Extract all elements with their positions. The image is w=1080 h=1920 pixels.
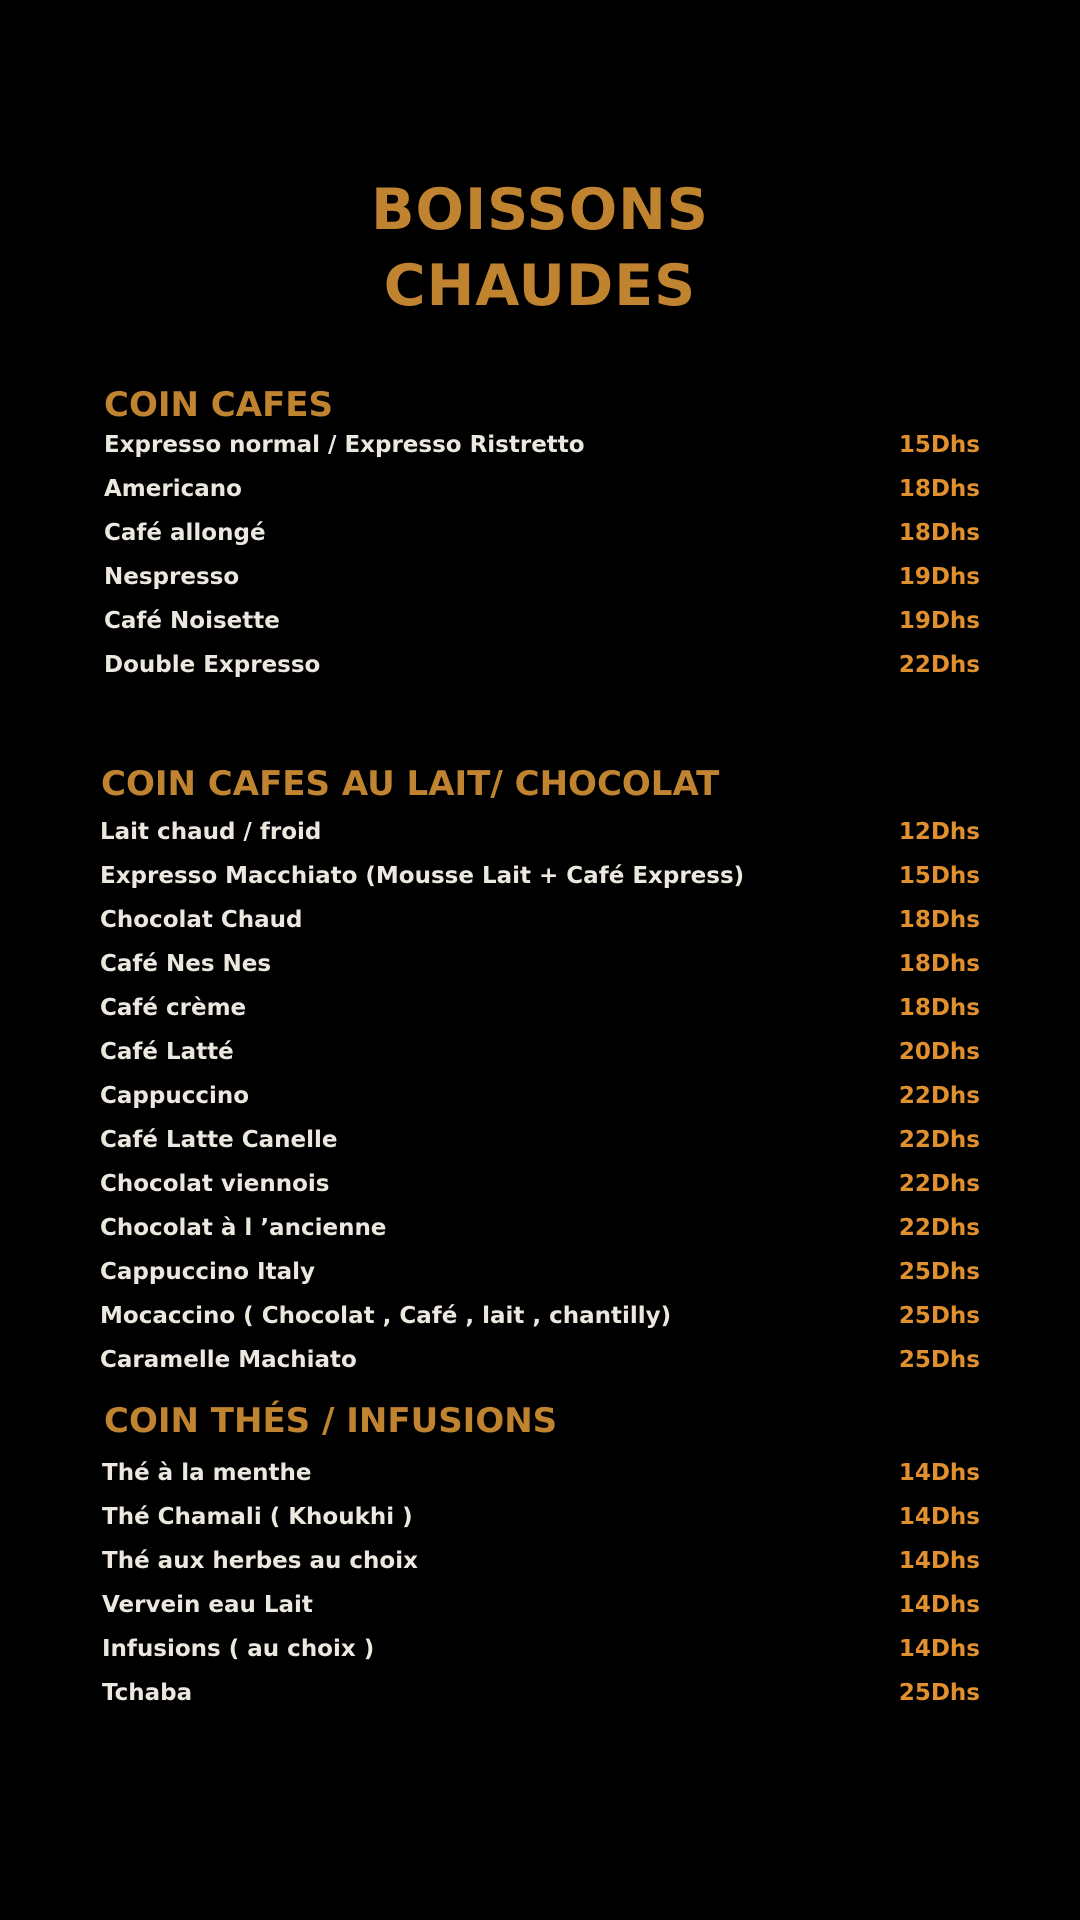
item-name: Infusions ( au choix ) xyxy=(102,1636,375,1662)
item-name: Café Noisette xyxy=(104,608,280,634)
item-name: Caramelle Machiato xyxy=(100,1347,357,1373)
section-heading-coin-cafes-au-lait: COIN CAFES AU LAIT/ CHOCOLAT xyxy=(101,764,720,804)
item-name: Nespresso xyxy=(104,564,240,590)
item-price: 18Dhs xyxy=(898,520,980,546)
menu-item xyxy=(100,1294,980,1338)
menu-item xyxy=(104,643,980,687)
item-price: 22Dhs xyxy=(898,652,980,678)
item-name: Café Latte Canelle xyxy=(100,1127,338,1153)
menu-item xyxy=(100,1030,980,1074)
item-name: Double Expresso xyxy=(104,652,321,678)
menu-item xyxy=(100,1118,980,1162)
item-price: 15Dhs xyxy=(898,432,980,458)
menu-item xyxy=(102,1539,980,1583)
menu-item xyxy=(104,467,980,511)
section-heading-coin-thes-infusions: COIN THÉS / INFUSIONS xyxy=(104,1401,558,1441)
item-price: 25Dhs xyxy=(898,1680,980,1706)
item-name: Café crème xyxy=(100,995,247,1021)
menu-title-line-2: CHAUDES xyxy=(383,253,697,319)
item-name: Chocolat viennois xyxy=(100,1171,330,1197)
item-price: 22Dhs xyxy=(898,1127,980,1153)
item-name: Café Nes Nes xyxy=(100,951,272,977)
item-price: 25Dhs xyxy=(898,1347,980,1373)
item-name: Expresso normal / Expresso Ristretto xyxy=(104,432,585,458)
menu-item xyxy=(102,1451,980,1495)
menu-title xyxy=(0,172,1080,324)
menu-title-line-1: BOISSONS xyxy=(371,177,709,243)
item-price: 22Dhs xyxy=(898,1215,980,1241)
menu-item xyxy=(102,1495,980,1539)
item-name: Thé à la menthe xyxy=(102,1460,312,1486)
menu-item xyxy=(104,423,980,467)
menu-item xyxy=(104,599,980,643)
section-heading-coin-cafes: COIN CAFES xyxy=(104,385,334,425)
item-price: 14Dhs xyxy=(898,1504,980,1530)
item-name: Cappuccino xyxy=(100,1083,250,1109)
item-name: Mocaccino ( Chocolat , Café , lait , chantilly) xyxy=(100,1303,672,1329)
item-name: Chocolat à l ’ancienne xyxy=(100,1215,387,1241)
item-name: Café allongé xyxy=(104,520,266,546)
menu-item xyxy=(104,555,980,599)
item-price: 25Dhs xyxy=(898,1259,980,1285)
item-price: 14Dhs xyxy=(898,1592,980,1618)
item-price: 19Dhs xyxy=(898,608,980,634)
item-name: Café Latté xyxy=(100,1039,234,1065)
item-price: 14Dhs xyxy=(898,1636,980,1662)
item-price: 25Dhs xyxy=(898,1303,980,1329)
item-price: 18Dhs xyxy=(898,995,980,1021)
item-price: 19Dhs xyxy=(898,564,980,590)
menu-item xyxy=(100,854,980,898)
item-name: Expresso Macchiato (Mousse Lait + Café Express) xyxy=(100,863,745,889)
menu-item xyxy=(102,1583,980,1627)
item-price: 14Dhs xyxy=(898,1460,980,1486)
item-price: 18Dhs xyxy=(898,907,980,933)
item-price: 14Dhs xyxy=(898,1548,980,1574)
menu-item xyxy=(102,1627,980,1671)
menu-item xyxy=(100,942,980,986)
item-name: Thé Chamali ( Khoukhi ) xyxy=(102,1504,413,1530)
item-price: 22Dhs xyxy=(898,1171,980,1197)
item-price: 15Dhs xyxy=(898,863,980,889)
menu-item xyxy=(100,1250,980,1294)
menu-item xyxy=(100,898,980,942)
menu-item xyxy=(100,1206,980,1250)
item-price: 12Dhs xyxy=(898,819,980,845)
item-name: Vervein eau Lait xyxy=(102,1592,313,1618)
item-name: Chocolat Chaud xyxy=(100,907,303,933)
item-name: Tchaba xyxy=(102,1680,193,1706)
menu-item xyxy=(100,810,980,854)
item-price: 20Dhs xyxy=(898,1039,980,1065)
menu-item xyxy=(104,511,980,555)
menu-item xyxy=(102,1671,980,1715)
item-price: 18Dhs xyxy=(898,476,980,502)
menu-item xyxy=(100,986,980,1030)
item-price: 22Dhs xyxy=(898,1083,980,1109)
menu-item xyxy=(100,1074,980,1118)
item-name: Cappuccino Italy xyxy=(100,1259,315,1285)
item-name: Lait chaud / froid xyxy=(100,819,322,845)
item-name: Thé aux herbes au choix xyxy=(102,1548,418,1574)
menu-item xyxy=(100,1338,980,1382)
item-price: 18Dhs xyxy=(898,951,980,977)
item-name: Americano xyxy=(104,476,242,502)
menu-item xyxy=(100,1162,980,1206)
